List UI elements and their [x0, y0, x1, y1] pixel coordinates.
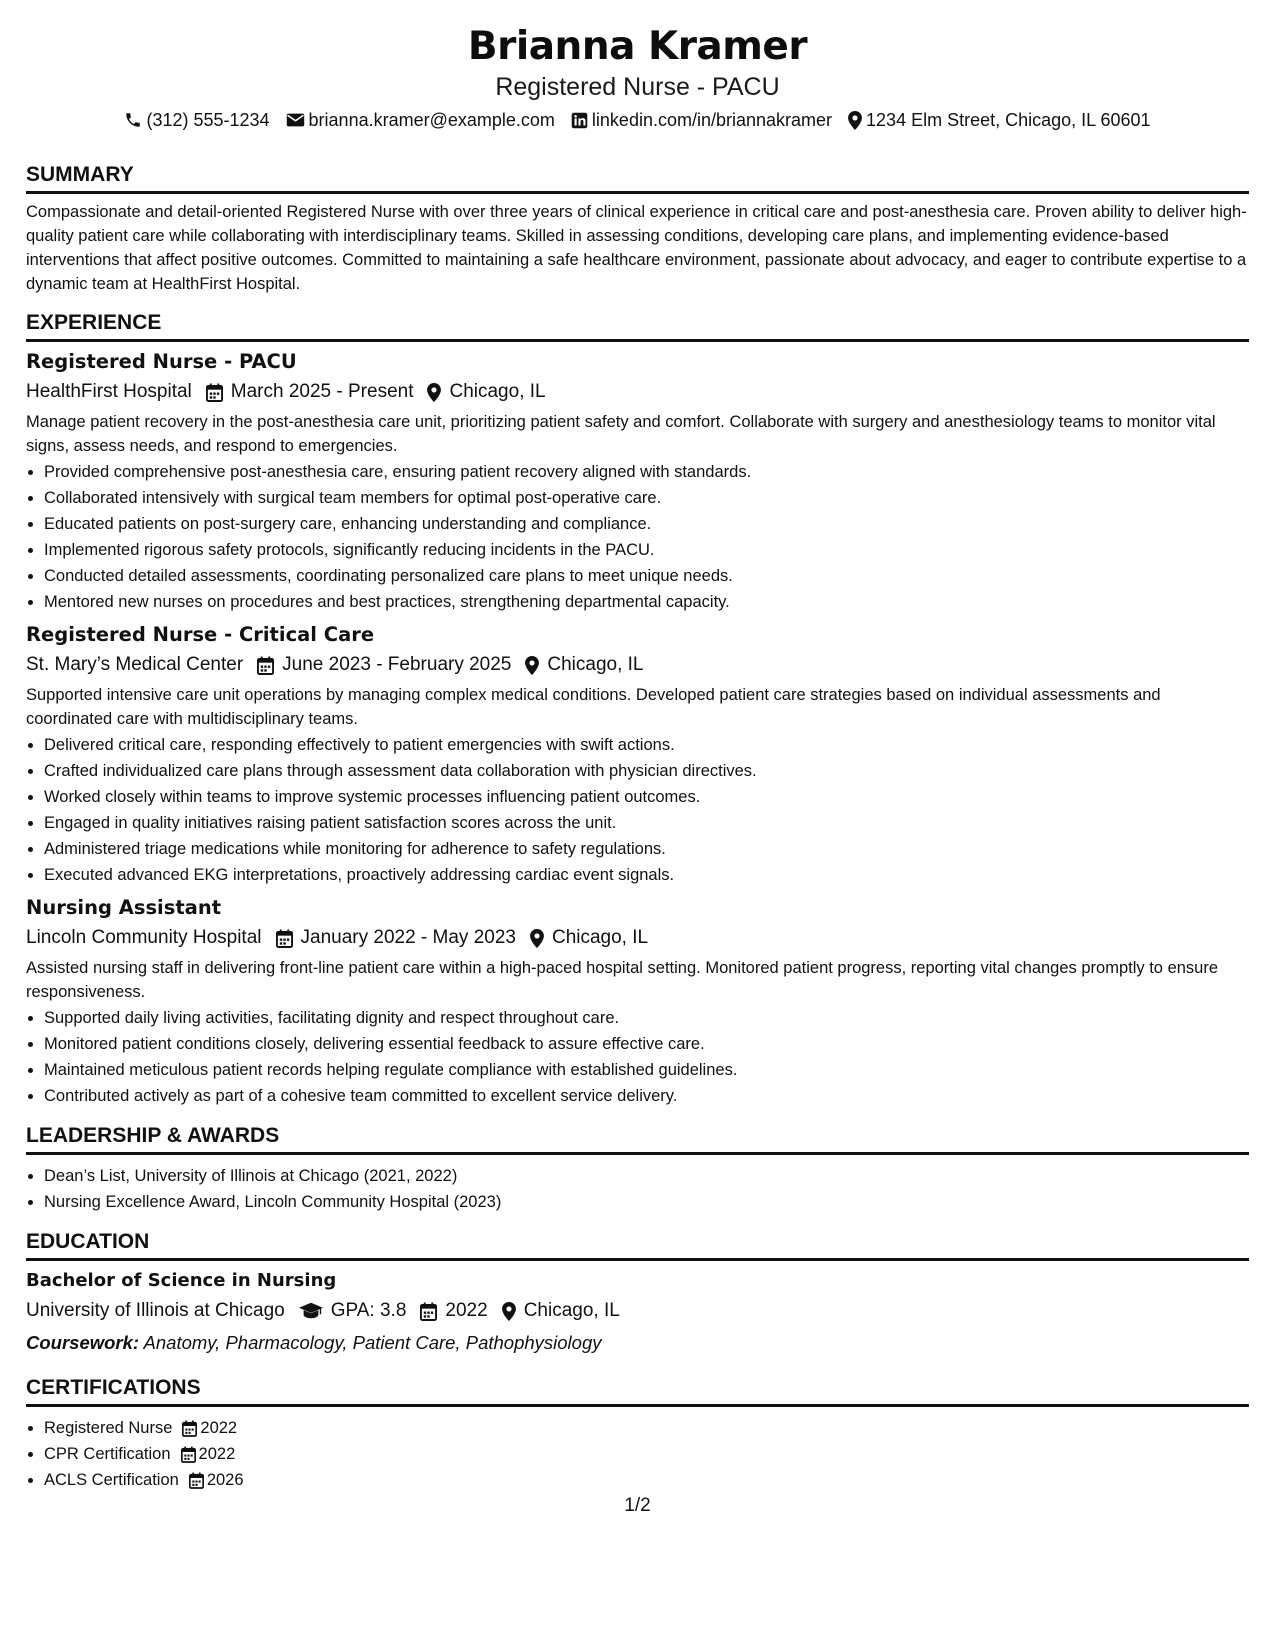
job-location: Chicago, IL: [449, 381, 546, 402]
address-text: 1234 Elm Street, Chicago, IL 60601: [866, 110, 1151, 130]
job-bullet: • Collaborated intensively with surgical team members for optimal post-operative care.: [44, 485, 1249, 511]
certification-item: [44, 1441, 1249, 1467]
contact-linkedin[interactable]: [571, 108, 832, 132]
job-meta: [26, 376, 1249, 408]
job-employer: Lincoln Community Hospital: [26, 927, 262, 948]
candidate-headline: Registered Nurse - PACU: [495, 73, 780, 101]
phone-icon: [124, 111, 142, 129]
map-pin-icon: [530, 929, 544, 948]
school-name: University of Illinois at Chicago: [26, 1300, 285, 1321]
job-bullets: [26, 459, 1249, 615]
page-number: 1/2: [624, 1495, 651, 1516]
award-item: • Nursing Excellence Award, Lincoln Community Hospital (2023): [44, 1189, 1249, 1215]
certification-item: [44, 1415, 1249, 1441]
calendar-icon: [276, 929, 293, 948]
contact-phone: [124, 108, 269, 132]
certification-year: 2022: [200, 1419, 238, 1437]
coursework-text: Anatomy, Pharmacology, Patient Care, Pathophysiology: [143, 1332, 602, 1353]
calendar-icon: [181, 1446, 196, 1463]
awards-section: [26, 1123, 1249, 1215]
section-title-certifications: CERTIFICATIONS: [26, 1375, 1249, 1407]
job-meta: [26, 922, 1249, 954]
job-description: Assisted nursing staff in delivering front-line patient care within a high-paced hospital setting. Monitored patient progress, reporting vital changes promptly to ensure responsiveness.: [26, 959, 1219, 1001]
certification-name: • Registered Nurse: [44, 1419, 173, 1437]
job-bullet: • Engaged in quality initiatives raising patient satisfaction scores across the unit.: [44, 810, 1249, 836]
contact-email[interactable]: [286, 108, 555, 132]
job-bullet: • Worked closely within teams to improve systemic processes influencing patient outcomes.: [44, 784, 1249, 810]
contact-bar: [26, 108, 1249, 132]
job-dates: June 2023 - February 2025: [282, 654, 512, 675]
job-bullet: • Contributed actively as part of a cohesive team committed to excellent service delivery.: [44, 1083, 1249, 1109]
job-bullet: • Conducted detailed assessments, coordinating personalized care plans to meet unique needs.: [44, 563, 1249, 589]
section-title-summary: SUMMARY: [26, 162, 1249, 194]
job-description: Supported intensive care unit operations by managing complex medical conditions. Developed patient care strategies based on individual assessments and coordinated care with multidisciplinary teams.: [26, 686, 1161, 728]
certification-item: [44, 1467, 1249, 1493]
job-bullet: • Educated patients on post-surgery care, enhancing understanding and compliance.: [44, 511, 1249, 537]
calendar-icon: [206, 383, 223, 402]
job-bullet: • Administered triage medications while monitoring for adherence to safety regulations.: [44, 836, 1249, 862]
certification-name: • ACLS Certification: [44, 1471, 179, 1489]
section-title-experience: EXPERIENCE: [26, 310, 1249, 342]
job-bullet: • Crafted individualized care plans through assessment data collaboration with physician directives.: [44, 758, 1249, 784]
certifications-list: [26, 1415, 1249, 1493]
graduation-cap-icon: [299, 1302, 323, 1320]
resume-header: [26, 22, 1249, 132]
awards-list: [26, 1163, 1249, 1215]
graduation-year: 2022: [445, 1300, 488, 1321]
summary-section: [26, 162, 1249, 296]
education-meta: [26, 1295, 1249, 1327]
section-title-awards: LEADERSHIP & AWARDS: [26, 1123, 1249, 1155]
map-pin-icon: [848, 111, 862, 130]
section-title-education: EDUCATION: [26, 1229, 1249, 1261]
job-dates: March 2025 - Present: [230, 381, 414, 402]
calendar-icon: [189, 1472, 204, 1489]
envelope-icon: [286, 112, 305, 128]
job-location: Chicago, IL: [547, 654, 644, 675]
calendar-icon: [420, 1302, 437, 1321]
certifications-section: [26, 1375, 1249, 1493]
job-bullet: • Executed advanced EKG interpretations, proactively addressing cardiac event signals.: [44, 862, 1249, 888]
job-meta: [26, 649, 1249, 681]
email-link[interactable]: brianna.kramer@example.com: [308, 110, 555, 130]
education-section: [26, 1229, 1249, 1357]
job-title: Registered Nurse - PACU: [26, 350, 297, 373]
candidate-name: Brianna Kramer: [467, 24, 808, 69]
certification-year: 2026: [206, 1471, 244, 1489]
job-bullet: • Maintained meticulous patient records helping regulate compliance with established guidelines.: [44, 1057, 1249, 1083]
map-pin-icon: [525, 656, 539, 675]
linkedin-icon: [571, 112, 588, 129]
summary-text: Compassionate and detail-oriented Registered Nurse with over three years of clinical experience in critical care and post-anesthesia care. Proven ability to deliver high-quality patient care while collaborating with interdisciplinary teams. Skilled in assessing conditions, developing care plans, and implementing evidence-based interventions that affect positive outcomes. Committed to maintaining a safe healthcare environment, passionate about advocacy, and eager to contribute expertise to a dynamic team at HealthFirst Hospital.: [26, 203, 1247, 293]
job-bullet: • Provided comprehensive post-anesthesia care, ensuring patient recovery aligned with standards.: [44, 459, 1249, 485]
certification-year: 2022: [198, 1445, 236, 1463]
job-bullet: • Mentored new nurses on procedures and best practices, strengthening departmental capacity.: [44, 589, 1249, 615]
gpa-text: GPA: 3.8: [330, 1300, 407, 1321]
experience-section: [26, 310, 1249, 1109]
phone-text: (312) 555-1234: [146, 110, 270, 130]
job-entry: [26, 348, 1249, 615]
certification-name: • CPR Certification: [44, 1445, 171, 1463]
map-pin-icon: [427, 383, 441, 402]
resume-page: [26, 22, 1249, 1493]
job-employer: HealthFirst Hospital: [26, 381, 192, 402]
coursework-line: [26, 1329, 1249, 1357]
school-location: Chicago, IL: [523, 1300, 620, 1321]
job-entry: [26, 894, 1249, 1109]
calendar-icon: [257, 656, 274, 675]
job-bullets: [26, 1005, 1249, 1109]
job-bullet: • Delivered critical care, responding effectively to patient emergencies with swift actions.: [44, 732, 1249, 758]
job-bullet: • Supported daily living activities, facilitating dignity and respect throughout care.: [44, 1005, 1249, 1031]
map-pin-icon: [502, 1302, 516, 1321]
job-title: Nursing Assistant: [26, 896, 222, 919]
degree-title: Bachelor of Science in Nursing: [26, 1270, 337, 1291]
job-location: Chicago, IL: [551, 927, 649, 948]
contact-address: [848, 108, 1151, 132]
job-bullet: • Implemented rigorous safety protocols, significantly reducing incidents in the PACU.: [44, 537, 1249, 563]
job-description: Manage patient recovery in the post-anesthesia care unit, prioritizing patient safety and comfort. Collaborate with surgery and anesthesiology teams to monitor vital signs, assess needs, and respond to emergencies.: [26, 413, 1216, 455]
award-item: • Dean’s List, University of Illinois at Chicago (2021, 2022): [44, 1163, 1249, 1189]
job-bullet: • Monitored patient conditions closely, delivering essential feedback to assure effective care.: [44, 1031, 1249, 1057]
job-title: Registered Nurse - Critical Care: [26, 623, 375, 646]
linkedin-link[interactable]: linkedin.com/in/briannakramer: [591, 110, 833, 130]
job-employer: St. Mary’s Medical Center: [26, 654, 244, 675]
job-dates: January 2022 - May 2023: [300, 927, 516, 948]
coursework-label: Coursework:: [26, 1332, 140, 1353]
job-bullets: [26, 732, 1249, 888]
calendar-icon: [182, 1420, 197, 1437]
job-entry: [26, 621, 1249, 888]
